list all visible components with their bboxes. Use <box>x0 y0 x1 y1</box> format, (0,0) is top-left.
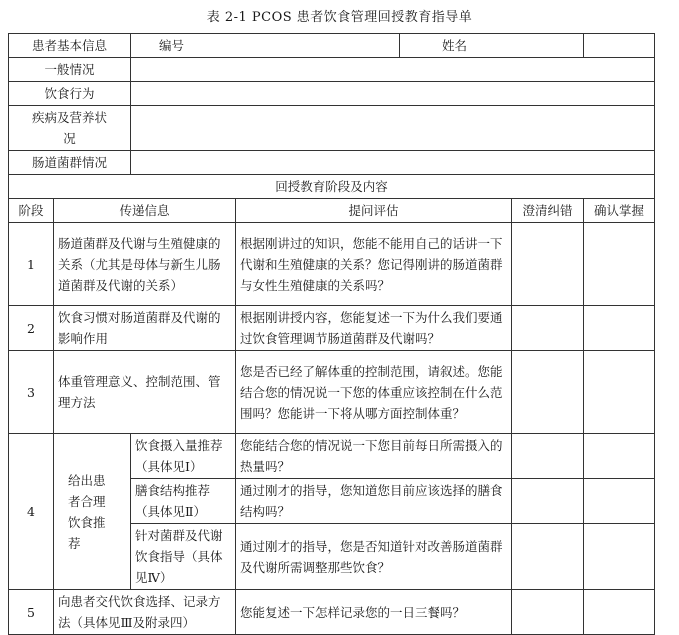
table-title: 表 2-1 PCOS 患者饮食管理回授教育指导单 <box>206 10 473 25</box>
disease-nutrition-value <box>131 106 655 151</box>
table-row <box>9 590 655 635</box>
header-stage: 阶段 <box>9 199 54 223</box>
confirm-cell <box>584 524 655 590</box>
clarify-cell <box>512 306 584 351</box>
stage-number: 3 <box>9 351 54 434</box>
general-condition-label: 一般情况 <box>9 58 131 82</box>
section-row <box>9 175 655 199</box>
table-row <box>9 223 655 306</box>
diet-behavior-value <box>131 82 655 106</box>
stage-question: 您是否已经了解体重的控制范围，请叙述。您能结合您的情况说一下您的体重应该控制在什么范围吗？您能讲一下将从哪方面控制体重？ <box>236 351 512 434</box>
clarify-cell <box>512 479 584 524</box>
stage-info: 给出患者合理饮食推荐 <box>54 434 131 590</box>
info-row <box>9 106 655 151</box>
info-row <box>9 58 655 82</box>
info-row <box>9 151 655 175</box>
header-question: 提问评估 <box>236 199 512 223</box>
stage-question: 根据刚讲过的知识，您能不能用自己的话讲一下代谢和生殖健康的关系？您记得刚讲的肠道菌群与女性生殖健康的关系吗？ <box>236 223 512 306</box>
general-condition-value <box>131 58 655 82</box>
confirm-cell <box>584 306 655 351</box>
table-row <box>9 306 655 351</box>
gut-flora-value <box>131 151 655 175</box>
stage-question: 根据刚讲授内容，您能复述一下为什么我们要通过饮食管理调节肠道菌群及代谢吗？ <box>236 306 512 351</box>
confirm-cell <box>584 223 655 306</box>
name-label: 姓名 <box>400 34 584 58</box>
stage-info: 肠道菌群及代谢与生殖健康的关系（尤其是母体与新生儿肠道菌群及代谢的关系） <box>54 223 236 306</box>
stage-question: 您能结合您的情况说一下您目前每日所需摄入的热量吗？ <box>236 434 512 479</box>
header-info: 传递信息 <box>54 199 236 223</box>
section-title: 回授教育阶段及内容 <box>9 175 655 199</box>
stage-number: 4 <box>9 434 54 590</box>
table-row <box>9 351 655 434</box>
info-header-row <box>9 34 655 58</box>
gut-flora-label: 肠道菌群情况 <box>9 151 131 175</box>
stage-number: 5 <box>9 590 54 635</box>
sub-info: 膳食结构推荐（具体见Ⅱ） <box>131 479 236 524</box>
confirm-cell <box>584 479 655 524</box>
clarify-cell <box>512 590 584 635</box>
sub-info: 针对菌群及代谢饮食指导（具体见Ⅳ） <box>131 524 236 590</box>
clarify-cell <box>512 434 584 479</box>
confirm-cell <box>584 590 655 635</box>
header-confirm: 确认掌握 <box>584 199 655 223</box>
name-value <box>584 34 655 58</box>
info-row <box>9 82 655 106</box>
clarify-cell <box>512 223 584 306</box>
sub-info: 饮食摄入量推荐（具体见Ⅰ） <box>131 434 236 479</box>
number-label: 编号 <box>131 34 400 58</box>
stage-info: 饮食习惯对肠道菌群及代谢的影响作用 <box>54 306 236 351</box>
stage-number: 2 <box>9 306 54 351</box>
confirm-cell <box>584 434 655 479</box>
disease-nutrition-label: 疾病及营养状况 <box>9 106 131 151</box>
stage-question: 您能复述一下怎样记录您的一日三餐吗？ <box>236 590 512 635</box>
stage-question: 通过刚才的指导，您是否知道针对改善肠道菌群及代谢所需调整那些饮食？ <box>236 524 512 590</box>
confirm-cell <box>584 351 655 434</box>
column-header-row <box>9 199 655 223</box>
guidance-table <box>8 33 655 635</box>
header-clarify: 澄清纠错 <box>512 199 584 223</box>
stage-info: 体重管理意义、控制范围、管理方法 <box>54 351 236 434</box>
stage-info: 向患者交代饮食选择、记录方法（具体见Ⅲ及附录四） <box>54 590 236 635</box>
diet-behavior-label: 饮食行为 <box>9 82 131 106</box>
stage-number: 1 <box>9 223 54 306</box>
clarify-cell <box>512 351 584 434</box>
table-row <box>9 434 655 479</box>
stage-question: 通过刚才的指导，您知道您目前应该选择的膳食结构吗？ <box>236 479 512 524</box>
clarify-cell <box>512 524 584 590</box>
basic-info-label: 患者基本信息 <box>9 34 131 58</box>
